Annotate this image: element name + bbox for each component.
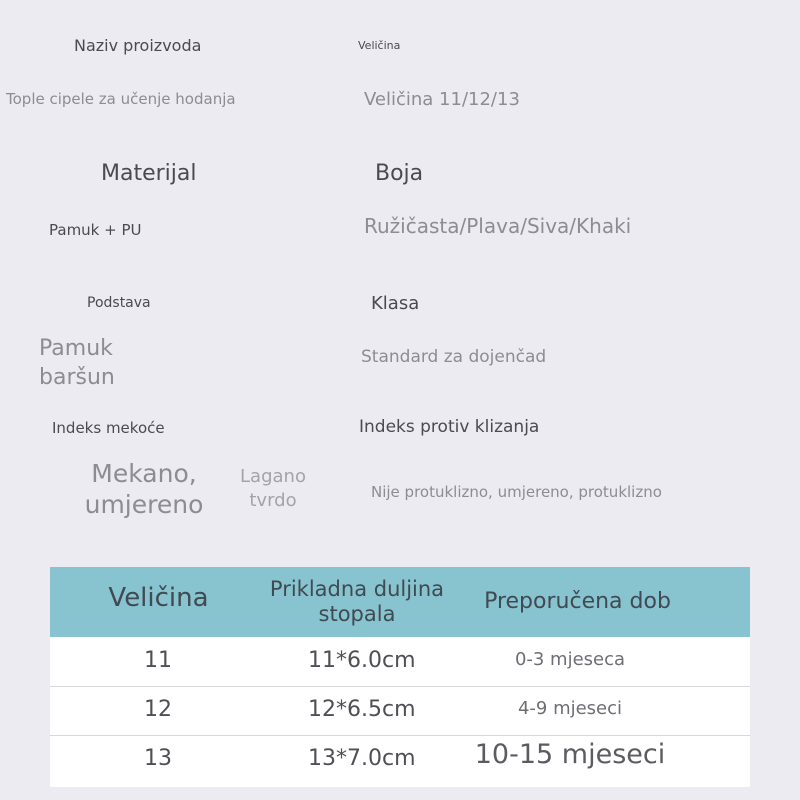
row-foot-length: 11*6.0cm — [308, 648, 416, 673]
lining-value: Pamuk baršun — [39, 336, 115, 390]
row-size: 12 — [144, 697, 172, 722]
softness-label: Indeks mekoće — [52, 419, 165, 437]
softness-value: Mekano, umjereno — [84, 459, 204, 520]
row-foot-length: 12*6.5cm — [308, 697, 416, 722]
table-row — [50, 637, 750, 687]
table-header — [50, 567, 750, 637]
header-size: Veličina — [108, 583, 209, 613]
softness-alt-value: Lagano tvrdo — [240, 466, 306, 512]
class-value: Standard za dojenčad — [361, 347, 547, 367]
row-size: 11 — [144, 648, 172, 673]
color-label: Boja — [375, 161, 424, 186]
table-row — [50, 735, 750, 784]
product-name-label: Naziv proizvoda — [74, 36, 202, 55]
row-foot-length: 13*7.0cm — [308, 746, 416, 771]
class-label: Klasa — [371, 293, 420, 314]
size-value: Veličina 11/12/13 — [364, 89, 520, 110]
header-foot-length: Prikladna duljina stopala — [269, 577, 445, 627]
antislip-label: Indeks protiv klizanja — [359, 417, 540, 437]
product-name-value: Tople cipele za učenje hodanja — [6, 90, 236, 108]
material-value: Pamuk + PU — [49, 221, 142, 239]
size-label: Veličina — [358, 39, 401, 52]
size-table — [50, 567, 750, 787]
row-age: 4-9 mjeseci — [517, 698, 623, 719]
row-size: 13 — [144, 746, 172, 771]
antislip-value: Nije protuklizno, umjereno, protuklizno — [371, 483, 662, 501]
header-recommended-age: Preporučena dob — [484, 589, 671, 614]
row-age: 10-15 mjeseci — [474, 739, 666, 770]
row-age: 0-3 mjeseca — [514, 649, 626, 670]
lining-label: Podstava — [87, 295, 151, 311]
table-row — [50, 686, 750, 736]
material-label: Materijal — [101, 161, 197, 186]
color-value: Ružičasta/Plava/Siva/Khaki — [364, 214, 632, 238]
